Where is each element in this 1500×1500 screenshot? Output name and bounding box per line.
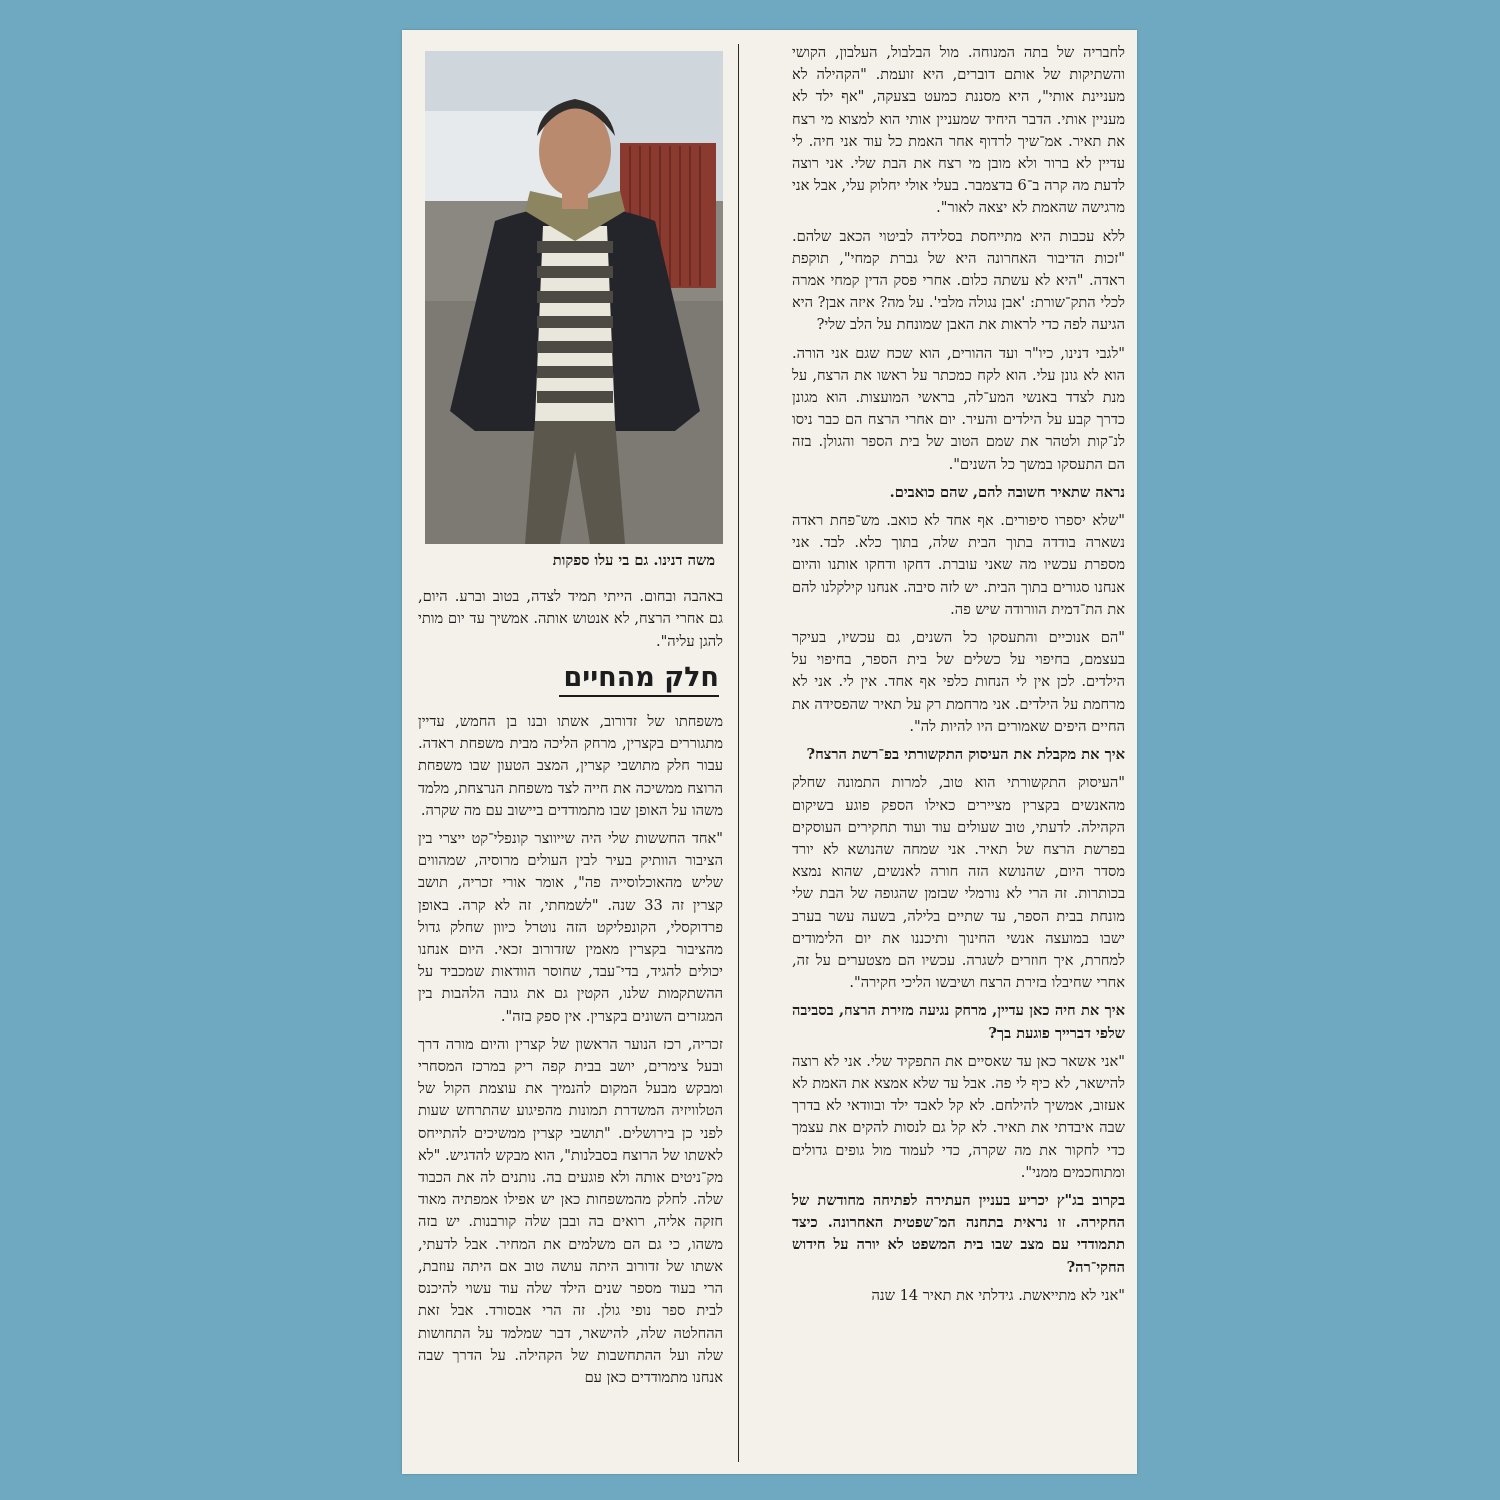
interview-question: איך את מקבלת את העיסוק התקשורתי בפ־רשת הרצח? xyxy=(806,746,1125,764)
article-paragraph: "שלא יספרו סיפורים. אף אחד לא כואב. מש־פחת ראדה נשארה בודדה בתוך הבית שלה, בתוך כלא. לבד. אני מספרת עכשיו מה שאני עוברת. דחקו ודחקו אותנו והיום אנחנו סגורים בתוך הבית. יש לזה סיבה. אנחנו קילקלנו להם את הת־דמית הוורודה שיש פה. xyxy=(792,512,1125,618)
article-paragraph: זכריה, רכז הנוער הראשון של קצרין והיום מורה דרך ובעל צימרים, יושב בבית קפה ריק במרכז המסחרי ומבקש מבעל המקום להנמיך את עוצמת הקול של הטלוויזיה המשדרת תמונות מהפיגוע שהתרחש שעות לפני כן בירושלים. "תושבי קצרין ממשיכים להתייחס לאשתו של הרוצח בסבלנות", הוא מבקש להדגיש. "לא מק־ניטים אותה ולא פוגעים בה. נותנים לה את הכבוד שלה. לחלק מהמשפחות כאן יש אפילו אמפתיה מאוד חזקה אליה, רואים בה ובבן שלה קורבנות. יש בזה משהו, כי גם הם משלמים את המחיר. אבל לדעתי, אשתו של זדורוב היתה עושה טוב אם היתה עוזבת, הרי בעוד מספר שנים הילד שלה עוד עשוי להיכנס לבית ספר נופי גולן. זה הרי אבסורד. אבל זאת ההחלטה שלה, להישאר, דבר שמלמד על התחושות שלה ועל ההתחשבות של הקהילה. על הדרך שבה אנחנו מתמודדים כאן עם xyxy=(418,1035,723,1386)
article-paragraph: "אני אשאר כאן עד שאסיים את התפקיד שלי. אני לא רוצה להישאר, לא כיף לי פה. אבל עד שלא אמצא את האמת לא אעזוב, אמשיך להילחם. לא קל לאבד ילד ובוודאי לא בדרך שבה איבדתי את תאיר. לא קל גם לנסות להקים את עצמך כדי לחקור את מה שקרה, כדי לעמוד מול גופים גדולים ומתוחכמים ממני". xyxy=(792,1052,1125,1181)
column-divider xyxy=(738,44,739,1462)
article-paragraph: לחבריה של בתה המנוחה. מול הבלבול, העלבון, הקושי והשתיקות של אותם דוברים, היא זועמת. "הקהילה לא מעניינת אותי", היא מסננת כמעט בצעקה, "אף ילד לא מעניין אותי. הדבר היחיד שמעניין אותי הוא למצוא מי רצח את תאיר. אמ־שיך לרדוף אחר האמת כל עוד אני חיה. לי עדיין לא ברור ולא מובן מי רצח את הבת שלי. אני רוצה לדעת מה קרה ב־6 בדצמבר. בעלי אולי יחלוק עלי, אבל אני מרגישה שהאמת לא יצאה לאור". xyxy=(792,44,1125,217)
right-column xyxy=(792,42,1125,1313)
section-title-wrap xyxy=(418,661,723,697)
article-paragraph: ללא עכבות היא מתייחסת בסלידה לביטוי הכאב שלהם. "זכות הדיבור האחרונה היא של גברת קמחי", תוקפת ראדה. "היא לא עשתה כלום. אחרי פסק הדין קמחי אמרה לכלי התק־שורת: 'אבן נגולה מלבי'. על מה? איזה אבן? היא הגיעה לפה כדי לראות את האבן שמונחת על הלב שלי? xyxy=(792,227,1125,334)
newspaper-clipping xyxy=(402,30,1137,1474)
interview-question: בקרוב בג"ץ יכריע בעניין העתירה לפתיחה מחודשת של החקירה. זו נראית בתחנה המ־שפטית האחרונה. כיצד תתמודדי עם מצב שבו בית המשפט לא יורה על חידוש החקי־רה? xyxy=(792,1191,1125,1276)
article-paragraph: "הם אנוכיים והתעסקו כל השנים, גם עכשיו, בעיקר בעצמם, בחיפוי על כשלים של בית הספר, בחיפוי על הילדים. לכן אין לי הנחות כלפי אף אחד. אין לי. אני לא מרחמת על הילדים. אני מרחמת רק על תאיר שהפסידה את החיים היפים שאמורים היו להיות לה". xyxy=(792,629,1125,735)
left-body xyxy=(418,711,723,1389)
left-column xyxy=(418,42,723,1395)
portrait-photo xyxy=(425,51,723,544)
article-paragraph: "אחד החששות שלי היה שייווצר קונפלי־קט ייצרי בין הציבור הוותיק בעיר לבין העולים מרוסיה, שמהווים שליש מהאוכלוסייה פה", אומר אורי זכריה, תושב קצרין זה 33 שנה. "לשמחתי, זה לא קרה. באופן פרדוקסלי, הקונפליקט הזה נוטרל כיוון שחלק גדול מהציבור בקצרין מאמין שזדורוב זכאי. היום אנחנו יכולים להגיד, בדי־עבד, שחוסר הוודאות שמכביד על ההשתקמות שלנו, הקטין גם את גובה הלהבות בין המגזרים השונים בקצרין. אין ספק בזה". xyxy=(418,830,723,1025)
article-paragraph: "לגבי דנינו, כיו"ר ועד ההורים, הוא שכח שגם אני הורה. הוא לא גונן עלי. הוא לקח כמכתר על ראשו את הרצח, על מנת לצדד באנשי המע־לה, בראשי המועצות. הוא מגונן כדרך קבע על הילדים והעיר. יום אחרי הרצח הם כבר ניסו לנ־קות ולטהר את שמם הטוב של בית הספר והגולן. בזה הם התעסקו במשך כל השנים". xyxy=(792,344,1125,473)
interview-question: איך את חיה כאן עדיין, מרחק נגיעה מזירת הרצח, בסביבה שלפי דברייך פוגעת בך? xyxy=(792,1002,1125,1042)
interview-question: נראה שתאיר חשובה להם, שהם כואבים. xyxy=(889,483,1125,501)
intro-paragraph: באהבה ובחום. הייתי תמיד לצדה, בטוב וברע. היום, גם אחרי הרצח, לא אנטוש אותה. אמשיך עד יום מותי להגן עליה". xyxy=(418,588,723,650)
article-paragraph: "העיסוק התקשורתי הוא טוב, למרות התמונה שחלק מהאנשים בקצרין מציירים כאילו הספק פוגע בשיקום הקהילה. לדעתי, טוב שעולים עוד ועוד תחקירים העוסקים בפרשת הרצח של תאיר. אני שמחה שהנושא לא יורד מסדר היום, שהנושא הזה חורה לאנשים, שהוא נמצא בכותרות. זה הרי לא נורמלי שבזמן שהגופה של הבת שלי מונחת בבית הספר, עד שתיים בלילה, בשעה עשר בערב ישבו במועצה אנשי החינוך ותיכננו את יום הלימודים למחרת, איך חוזרים לשגרה. עכשיו הם מצטערים על זה, אחרי שחיבלו בזירת הרצח ושיבשו הליכי חקירה". xyxy=(792,774,1125,992)
article-paragraph: משפחתו של זדורוב, אשתו ובנו בן החמש, עדיין מתגוררים בקצרין, מרחק הליכה מבית משפחת ראדה. עבור חלק מתושבי קצרין, המצב הטעון שבו משפחת הרוצח ממשיכה את חייה לצד משפחת הנרצחת, מלמד משהו על האופן שבו מתמודדים ביישוב עם מה שקרה. xyxy=(418,713,723,819)
photo-caption: משה דנינו. גם בי עלו ספקות xyxy=(552,552,715,569)
article-paragraph: "אני לא מתייאשת. גידלתי את תאיר 14 שנה xyxy=(871,1286,1125,1304)
section-title: חלק מהחיים xyxy=(559,667,719,697)
